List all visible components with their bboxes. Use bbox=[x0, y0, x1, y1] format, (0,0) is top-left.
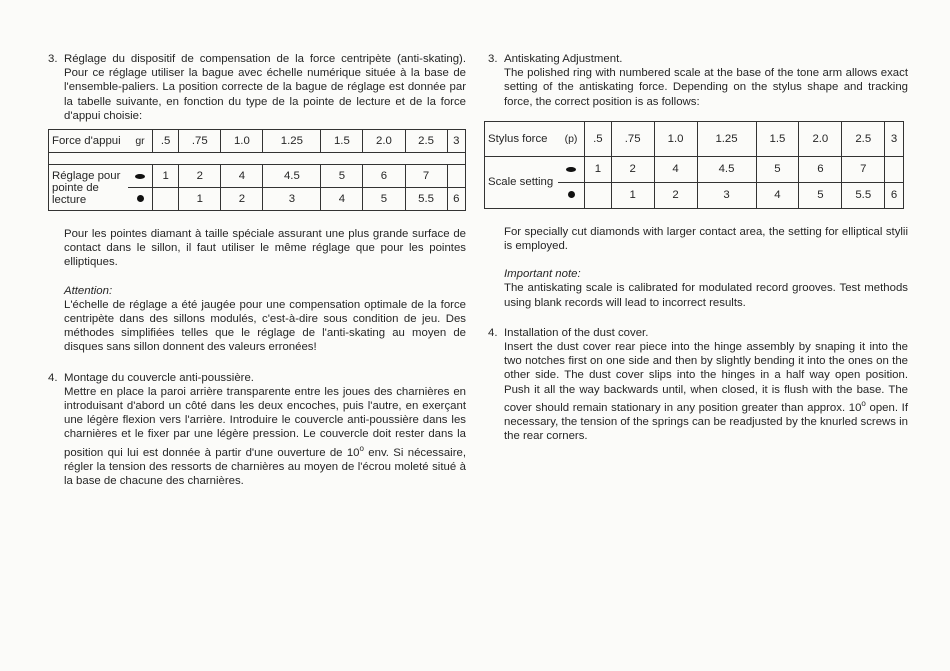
fr-force-unit: gr bbox=[128, 130, 153, 153]
fr-spherical-cell: 5 bbox=[363, 188, 405, 211]
fr-attention-text: L'échelle de réglage a été jaugée pour une compensation optimale de la force centripète dans des sillons modulés, c'est-à-dire sous condition de jeu. Des méthodes simplifiées telles que le réglage de l'anti-skating au moyen de disques sans sillon donnent des valeurs erronées! bbox=[64, 298, 466, 354]
fr-section-3-text: Réglage du dispositif de compensation de la force centripète (anti-skating). Pour ce réglage utiliser la bague avec échelle numérique située à la base de l'ensemble-paliers. La position correcte de la bague de réglage est donnée par la tabelle suivante, en fonction du type de la pointe de lecture et de la force d'appui choisie: bbox=[64, 53, 466, 122]
en-note: For specially cut diamonds with larger contact area, the setting for elliptical stylii is employed. bbox=[504, 225, 908, 253]
en-elliptical-cell: 6 bbox=[799, 156, 842, 182]
fr-force-row bbox=[49, 130, 466, 153]
fr-elliptical-cell: 4 bbox=[221, 165, 263, 188]
fr-force-value: 1.25 bbox=[263, 130, 321, 153]
fr-elliptical-cell: 2 bbox=[179, 165, 221, 188]
fr-setting-label: Réglage pour pointe de lecture bbox=[49, 165, 129, 211]
fr-section-3-number: 3. bbox=[48, 53, 58, 65]
english-column bbox=[488, 52, 908, 443]
fr-section-4-title: Montage du couvercle anti-poussière. bbox=[64, 371, 254, 384]
en-elliptical-cell: 5 bbox=[756, 156, 799, 182]
en-elliptical-cell: 1 bbox=[585, 156, 612, 182]
elliptical-stylus-icon bbox=[128, 165, 153, 188]
fr-elliptical-cell: 4.5 bbox=[263, 165, 321, 188]
fr-note: Pour les pointes diamant à taille spéciale assurant une plus grande surface de contact dans le sillon, il faut utiliser le même réglage que pour les pointes elliptiques. bbox=[64, 228, 466, 269]
en-elliptical-cell: 4 bbox=[654, 156, 697, 182]
en-force-row bbox=[485, 121, 904, 156]
en-section-4 bbox=[488, 326, 908, 443]
en-force-value: 3 bbox=[885, 121, 904, 156]
en-spherical-cell: 3 bbox=[697, 182, 756, 208]
en-section-4-text: Insert the dust cover rear piece into the hinge assembly by snaping it into the two notches first on one side and then by slightly bending it into the ones on the other side. The dust cover slips into the hinges in a half way open position. Push it all the way backwards until, when closed, it is flush with the base. The cover should remain stationary in any position greater than approx. 10$^o$ open. If necessary, the tension of the springs can be readjusted by the knurled screws in the rear corners. bbox=[504, 341, 908, 443]
fr-spherical-cell: 2 bbox=[221, 188, 263, 211]
en-force-value: 1.0 bbox=[654, 121, 697, 156]
fr-elliptical-cell: 1 bbox=[153, 165, 179, 188]
en-force-value: 2.5 bbox=[842, 121, 885, 156]
en-important-text: The antiskating scale is calibrated for modulated record grooves. Test methods using blank records will lead to incorrect results. bbox=[504, 282, 908, 309]
en-spherical-cell bbox=[585, 182, 612, 208]
fr-force-value: 1.0 bbox=[221, 130, 263, 153]
en-spherical-cell: 5.5 bbox=[842, 182, 885, 208]
en-elliptical-cell: 7 bbox=[842, 156, 885, 182]
en-force-value: .75 bbox=[611, 121, 654, 156]
fr-spherical-cell: 3 bbox=[263, 188, 321, 211]
fr-section-3 bbox=[48, 52, 466, 123]
fr-force-value: 2.0 bbox=[363, 130, 405, 153]
fr-force-value: 3 bbox=[447, 130, 465, 153]
en-force-value: .5 bbox=[585, 121, 612, 156]
fr-force-value: 2.5 bbox=[405, 130, 447, 153]
en-section-3 bbox=[488, 52, 908, 109]
en-spherical-cell: 6 bbox=[885, 182, 904, 208]
fr-force-label: Force d'appui bbox=[49, 130, 129, 153]
fr-force-value: .5 bbox=[153, 130, 179, 153]
fr-section-4-text: Mettre en place la paroi arrière transparente entre les joues des charnières en introduisant d'abord un côté dans les deux encoches, puis l'autre, en exerçant une légère flexion vers l'arrière. Introduire le couvercle anti-poussière dans les charnières et le fixer par une légère pression. Le couvercle doit rester dans la position qui lui est donnée à partir d'une ouverture de 10$^o$ env. Si nécessaire, régler la tension des ressorts de charnières au moyen de l'écrou moleté situé à la base de chacune des charnières. bbox=[64, 385, 466, 487]
en-section-3-text: The polished ring with numbered scale at the base of the tone arm allows exact setting of the antiskating force. Depending on the stylus shape and tracking force, the correct position is as follows: bbox=[504, 67, 908, 108]
en-force-label: Stylus force bbox=[485, 121, 559, 156]
en-antiskating-table bbox=[484, 121, 904, 209]
en-setting-label: Scale setting bbox=[485, 156, 559, 208]
fr-spherical-cell: 5.5 bbox=[405, 188, 447, 211]
en-section-3-title: Antiskating Adjustment. bbox=[504, 53, 623, 65]
en-important-title: Important note: bbox=[504, 268, 581, 281]
en-elliptical-cell: 2 bbox=[611, 156, 654, 182]
en-force-unit: (p) bbox=[558, 121, 585, 156]
en-spherical-cell: 4 bbox=[756, 182, 799, 208]
en-section-4-number: 4. bbox=[488, 326, 498, 339]
fr-elliptical-cell: 7 bbox=[405, 165, 447, 188]
en-elliptical-row bbox=[485, 156, 904, 182]
en-spherical-cell: 1 bbox=[611, 182, 654, 208]
fr-elliptical-cell: 6 bbox=[363, 165, 405, 188]
elliptical-stylus-icon bbox=[558, 156, 585, 182]
fr-elliptical-cell: 5 bbox=[321, 165, 363, 188]
en-elliptical-cell: 4.5 bbox=[697, 156, 756, 182]
fr-section-4 bbox=[48, 371, 466, 488]
en-force-value: 2.0 bbox=[799, 121, 842, 156]
en-elliptical-cell bbox=[885, 156, 904, 182]
spherical-stylus-icon bbox=[128, 188, 153, 211]
spherical-stylus-icon bbox=[558, 182, 585, 208]
fr-elliptical-row bbox=[49, 165, 466, 188]
fr-spherical-cell: 6 bbox=[447, 188, 465, 211]
fr-spherical-cell: 1 bbox=[179, 188, 221, 211]
fr-force-value: 1.5 bbox=[321, 130, 363, 153]
fr-antiskating-table bbox=[48, 129, 466, 211]
french-column bbox=[48, 52, 466, 488]
fr-force-value: .75 bbox=[179, 130, 221, 153]
en-force-value: 1.25 bbox=[697, 121, 756, 156]
fr-attention-title: Attention: bbox=[64, 284, 113, 297]
fr-section-4-number: 4. bbox=[48, 371, 58, 384]
en-section-4-title: Installation of the dust cover. bbox=[504, 326, 649, 339]
en-spherical-cell: 2 bbox=[654, 182, 697, 208]
en-force-value: 1.5 bbox=[756, 121, 799, 156]
en-spherical-cell: 5 bbox=[799, 182, 842, 208]
fr-spherical-cell bbox=[153, 188, 179, 211]
fr-elliptical-cell bbox=[447, 165, 465, 188]
fr-spherical-cell: 4 bbox=[321, 188, 363, 211]
en-section-3-number: 3. bbox=[488, 53, 498, 65]
